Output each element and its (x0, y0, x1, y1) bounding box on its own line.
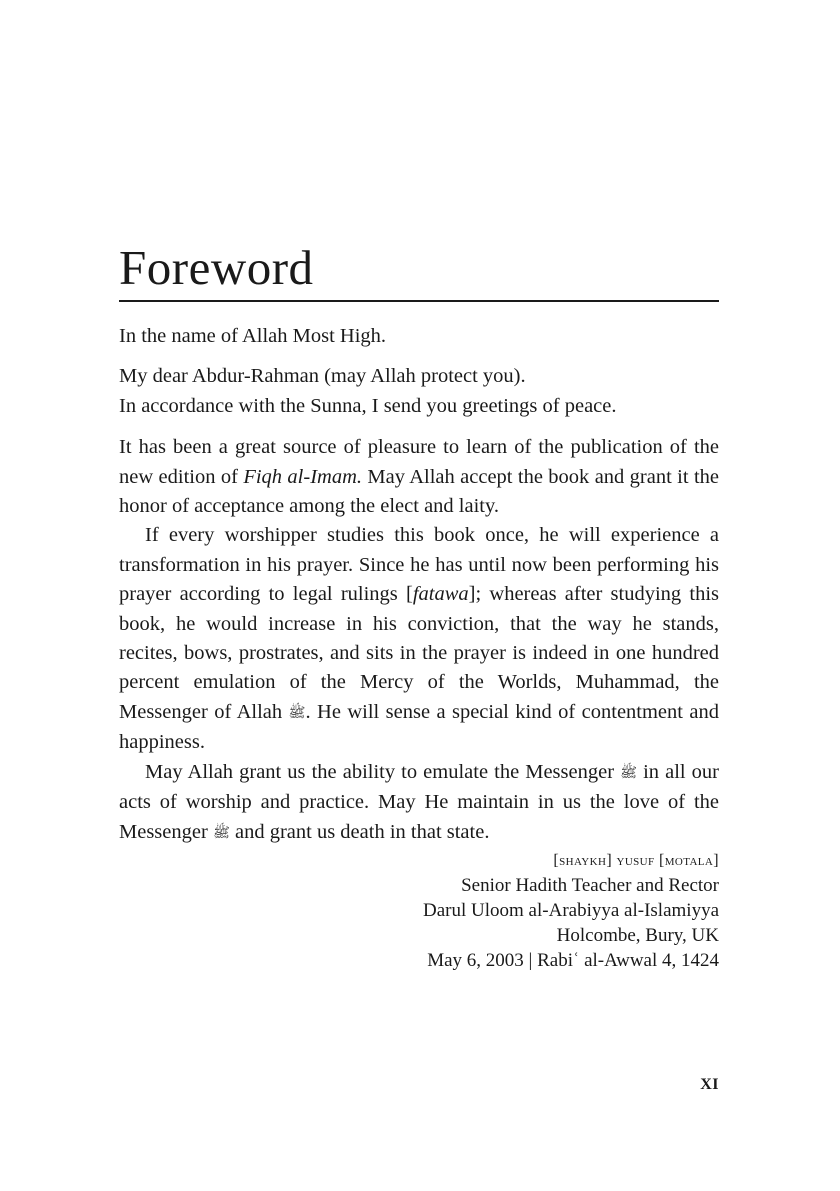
paragraph-invocation: In the name of Allah Most High. (119, 325, 387, 347)
salawat-icon: ﷺ (212, 825, 230, 841)
paragraph-publication-text-1: It has been a great source of pleasure to learn of the publication of the new edition of (119, 436, 719, 488)
title-rule (119, 300, 719, 302)
signatory-position: Senior Hadith Teacher and Rector (461, 875, 719, 896)
foreword-body (119, 322, 719, 848)
paragraph-supplication (119, 758, 719, 848)
paragraph-transformation-text-1: If every worshipper studies this book once, he will experience a transformation in his prayer. Since he has until now been performing his prayer according to legal rulings [ (119, 524, 719, 606)
paragraph-supplication-text-2: in all our acts of worship and practice. May He maintain in us the love of the Messenger (119, 760, 719, 843)
signatory-given-name: yusuf (616, 852, 655, 869)
paragraph-supplication-text-1: May Allah grant us the ability to emulate the Messenger (145, 760, 621, 783)
paragraph-salutation-line-2: In accordance with the Sunna, I send you greetings of peace. (119, 394, 617, 417)
page-title: Foreword (119, 240, 314, 295)
paragraph-publication (119, 433, 719, 521)
signature-block (119, 848, 719, 973)
bracket: ] (606, 852, 617, 869)
paragraph-supplication-text-3: and grant us death in that state. (229, 820, 490, 843)
book-page (119, 0, 719, 1191)
bracket: ] (713, 852, 719, 869)
signatory-title: shaykh (559, 852, 607, 869)
paragraph-transformation (119, 521, 719, 757)
term-fatawa: fatawa (412, 583, 469, 606)
paragraph-transformation-text-2: ]; whereas after studying this book, he would increase in his conviction, that the way he stands, recites, bows, prostrates, and sits in the prayer is indeed in one hundred percent emulation of the Mercy of the Worlds, Muhammad, the Messenger of Allah (119, 583, 719, 723)
paragraph-salutation-line-1: My dear Abdur-Rahman (may Allah protect you). (119, 365, 526, 388)
book-title: Fiqh al-Imam. (243, 465, 363, 488)
paragraph-transformation-text-3: . He will sense a special kind of contentment and happiness. (119, 700, 719, 754)
signatory-name (119, 848, 719, 873)
signatory-location: Holcombe, Bury, UK (556, 925, 719, 946)
paragraph-publication-text-2: May Allah accept the book and grant it the honor of acceptance among the elect and laity. (119, 465, 719, 518)
bracket: [ (553, 852, 560, 869)
signature-date: May 6, 2003 | Rabiʿ al-Awwal 4, 1424 (427, 950, 719, 971)
signatory-institution: Darul Uloom al-Arabiyya al-Islamiyya (423, 900, 719, 921)
salawat-icon: ﷺ (620, 765, 638, 781)
salawat-icon: ﷺ (288, 705, 306, 721)
bracket: [ (654, 852, 665, 869)
signatory-family-name: motala (664, 852, 714, 869)
page-number: XI (700, 1076, 719, 1093)
